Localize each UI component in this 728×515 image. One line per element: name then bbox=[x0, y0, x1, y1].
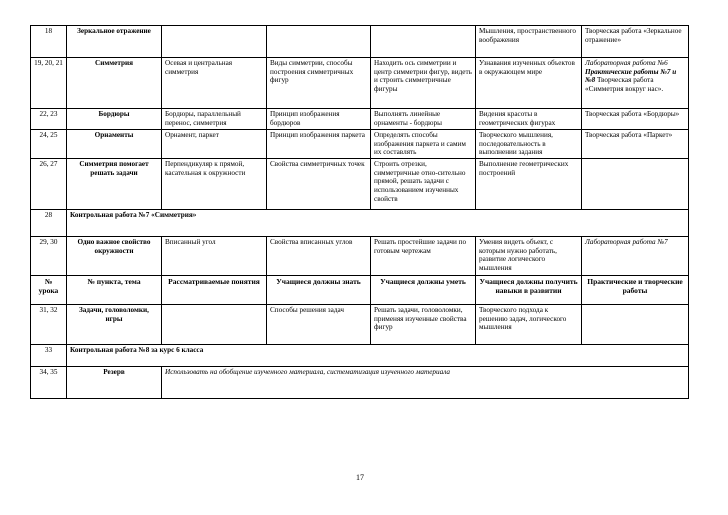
lesson-number: 29, 30 bbox=[31, 237, 67, 276]
lesson-number: 31, 32 bbox=[31, 305, 67, 345]
know-cell: Принцип изображения паркета bbox=[267, 130, 371, 159]
table-row bbox=[31, 109, 689, 130]
creative-work-text: Творческая работа «Симметрия вокруг нас». bbox=[585, 76, 664, 93]
works-cell: Творческая работа «Паркет» bbox=[582, 130, 689, 159]
development-cell: Умения видеть объект, с которым нужно работать, развитие логического мышления bbox=[476, 237, 582, 276]
reserve-description: Использовать на обобщение изученного материала, систематизация изученного материала bbox=[162, 367, 689, 399]
control-work-title: Контрольная работа №7 «Симметрия» bbox=[67, 210, 689, 237]
know-cell: Свойства симметричных точек bbox=[267, 159, 371, 210]
development-cell: Выполнение геометрических построений bbox=[476, 159, 582, 210]
skills-cell: Выполнять линейные орнаменты - бордюры bbox=[371, 109, 476, 130]
lesson-number: 22, 23 bbox=[31, 109, 67, 130]
table-row bbox=[31, 305, 689, 345]
lesson-number: 24, 25 bbox=[31, 130, 67, 159]
skills-cell: Решать простейшие задачи по готовым чертежам bbox=[371, 237, 476, 276]
concepts-cell: Орнамент, паркет bbox=[162, 130, 267, 159]
works-cell: Творческая работа «Бордюры» bbox=[582, 109, 689, 130]
lesson-topic: Симметрия помогает решать задачи bbox=[67, 159, 162, 210]
header-lesson-number: № урока bbox=[31, 276, 67, 305]
skills-cell bbox=[371, 26, 476, 58]
lab-work-text: Лабораторная работа №6 bbox=[585, 59, 668, 67]
works-cell: Творческая работа «Зеркальное отражение» bbox=[582, 26, 689, 58]
header-topic: № пункта, тема bbox=[67, 276, 162, 305]
know-cell: Принцип изображения бордюров bbox=[267, 109, 371, 130]
header-development: Учащиеся должны получить навыки в развитии bbox=[476, 276, 582, 305]
concepts-cell bbox=[162, 305, 267, 345]
header-row bbox=[31, 276, 689, 305]
lesson-number: 19, 20, 21 bbox=[31, 58, 67, 109]
header-skills: Учащиеся должны уметь bbox=[371, 276, 476, 305]
know-cell: Способы решения задач bbox=[267, 305, 371, 345]
works-cell bbox=[582, 305, 689, 345]
table-row bbox=[31, 367, 689, 399]
lesson-number: 34, 35 bbox=[31, 367, 67, 399]
concepts-cell bbox=[162, 26, 267, 58]
header-works: Практические и творческие работы bbox=[582, 276, 689, 305]
lesson-topic: Орнаменты bbox=[67, 130, 162, 159]
development-cell: Творческого мышления, последовательность в выполнении задания bbox=[476, 130, 582, 159]
know-cell: Виды симметрии, способы построения симметричных фигур bbox=[267, 58, 371, 109]
practical-work-text: Практические работы №7 и №8 bbox=[585, 67, 677, 85]
table-row bbox=[31, 345, 689, 367]
works-cell: Лабораторная работа №7 bbox=[582, 237, 689, 276]
lesson-number: 28 bbox=[31, 210, 67, 237]
control-work-title: Контрольная работа №8 за курс 6 класса bbox=[67, 345, 689, 367]
table-row bbox=[31, 26, 689, 58]
development-cell: Мышления, пространственного воображения bbox=[476, 26, 582, 58]
lesson-topic: Симметрия bbox=[67, 58, 162, 109]
concepts-cell: Вписанный угол bbox=[162, 237, 267, 276]
lesson-number: 18 bbox=[31, 26, 67, 58]
lesson-topic: Задачи, головоломки, игры bbox=[67, 305, 162, 345]
lesson-topic: Бордюры bbox=[67, 109, 162, 130]
lesson-number: 33 bbox=[31, 345, 67, 367]
concepts-cell: Осевая и центральная симметрия bbox=[162, 58, 267, 109]
header-know: Учащиеся должны знать bbox=[267, 276, 371, 305]
lesson-topic: Резерв bbox=[67, 367, 162, 399]
skills-cell: Решать задачи, головоломки, применяя изученные свойства фигур bbox=[371, 305, 476, 345]
development-cell: Видения красоты в геометрических фигурах bbox=[476, 109, 582, 130]
lesson-topic: Зеркальное отражение bbox=[67, 26, 162, 58]
table-row bbox=[31, 130, 689, 159]
works-cell bbox=[582, 58, 689, 109]
development-cell: Узнавания изученных объектов в окружающем мире bbox=[476, 58, 582, 109]
skills-cell: Определять способы изображения паркета и самим их составлять bbox=[371, 130, 476, 159]
lesson-topic: Одно важное свойство окружности bbox=[67, 237, 162, 276]
works-cell bbox=[582, 159, 689, 210]
know-cell: Свойства вписанных углов bbox=[267, 237, 371, 276]
header-concepts: Рассматриваемые понятия bbox=[162, 276, 267, 305]
lesson-plan-table bbox=[30, 25, 689, 399]
concepts-cell: Бордюры, параллельный перенос, симметрия bbox=[162, 109, 267, 130]
table-row bbox=[31, 159, 689, 210]
lesson-number: 26, 27 bbox=[31, 159, 67, 210]
skills-cell: Строить отрезки, симметричные отно-сительно прямой, решать задачи с использованием изученных свойств bbox=[371, 159, 476, 210]
page-number: 17 bbox=[356, 473, 364, 482]
table-row bbox=[31, 210, 689, 237]
know-cell bbox=[267, 26, 371, 58]
table-row bbox=[31, 58, 689, 109]
skills-cell: Находить ось симметрии и центр симметрии фигур, видеть и строить симметричные фигуры bbox=[371, 58, 476, 109]
table-row bbox=[31, 237, 689, 276]
development-cell: Творческого подхода к решению задач, логического мышления bbox=[476, 305, 582, 345]
concepts-cell: Перпендикуляр к прямой, касательная к окружности bbox=[162, 159, 267, 210]
